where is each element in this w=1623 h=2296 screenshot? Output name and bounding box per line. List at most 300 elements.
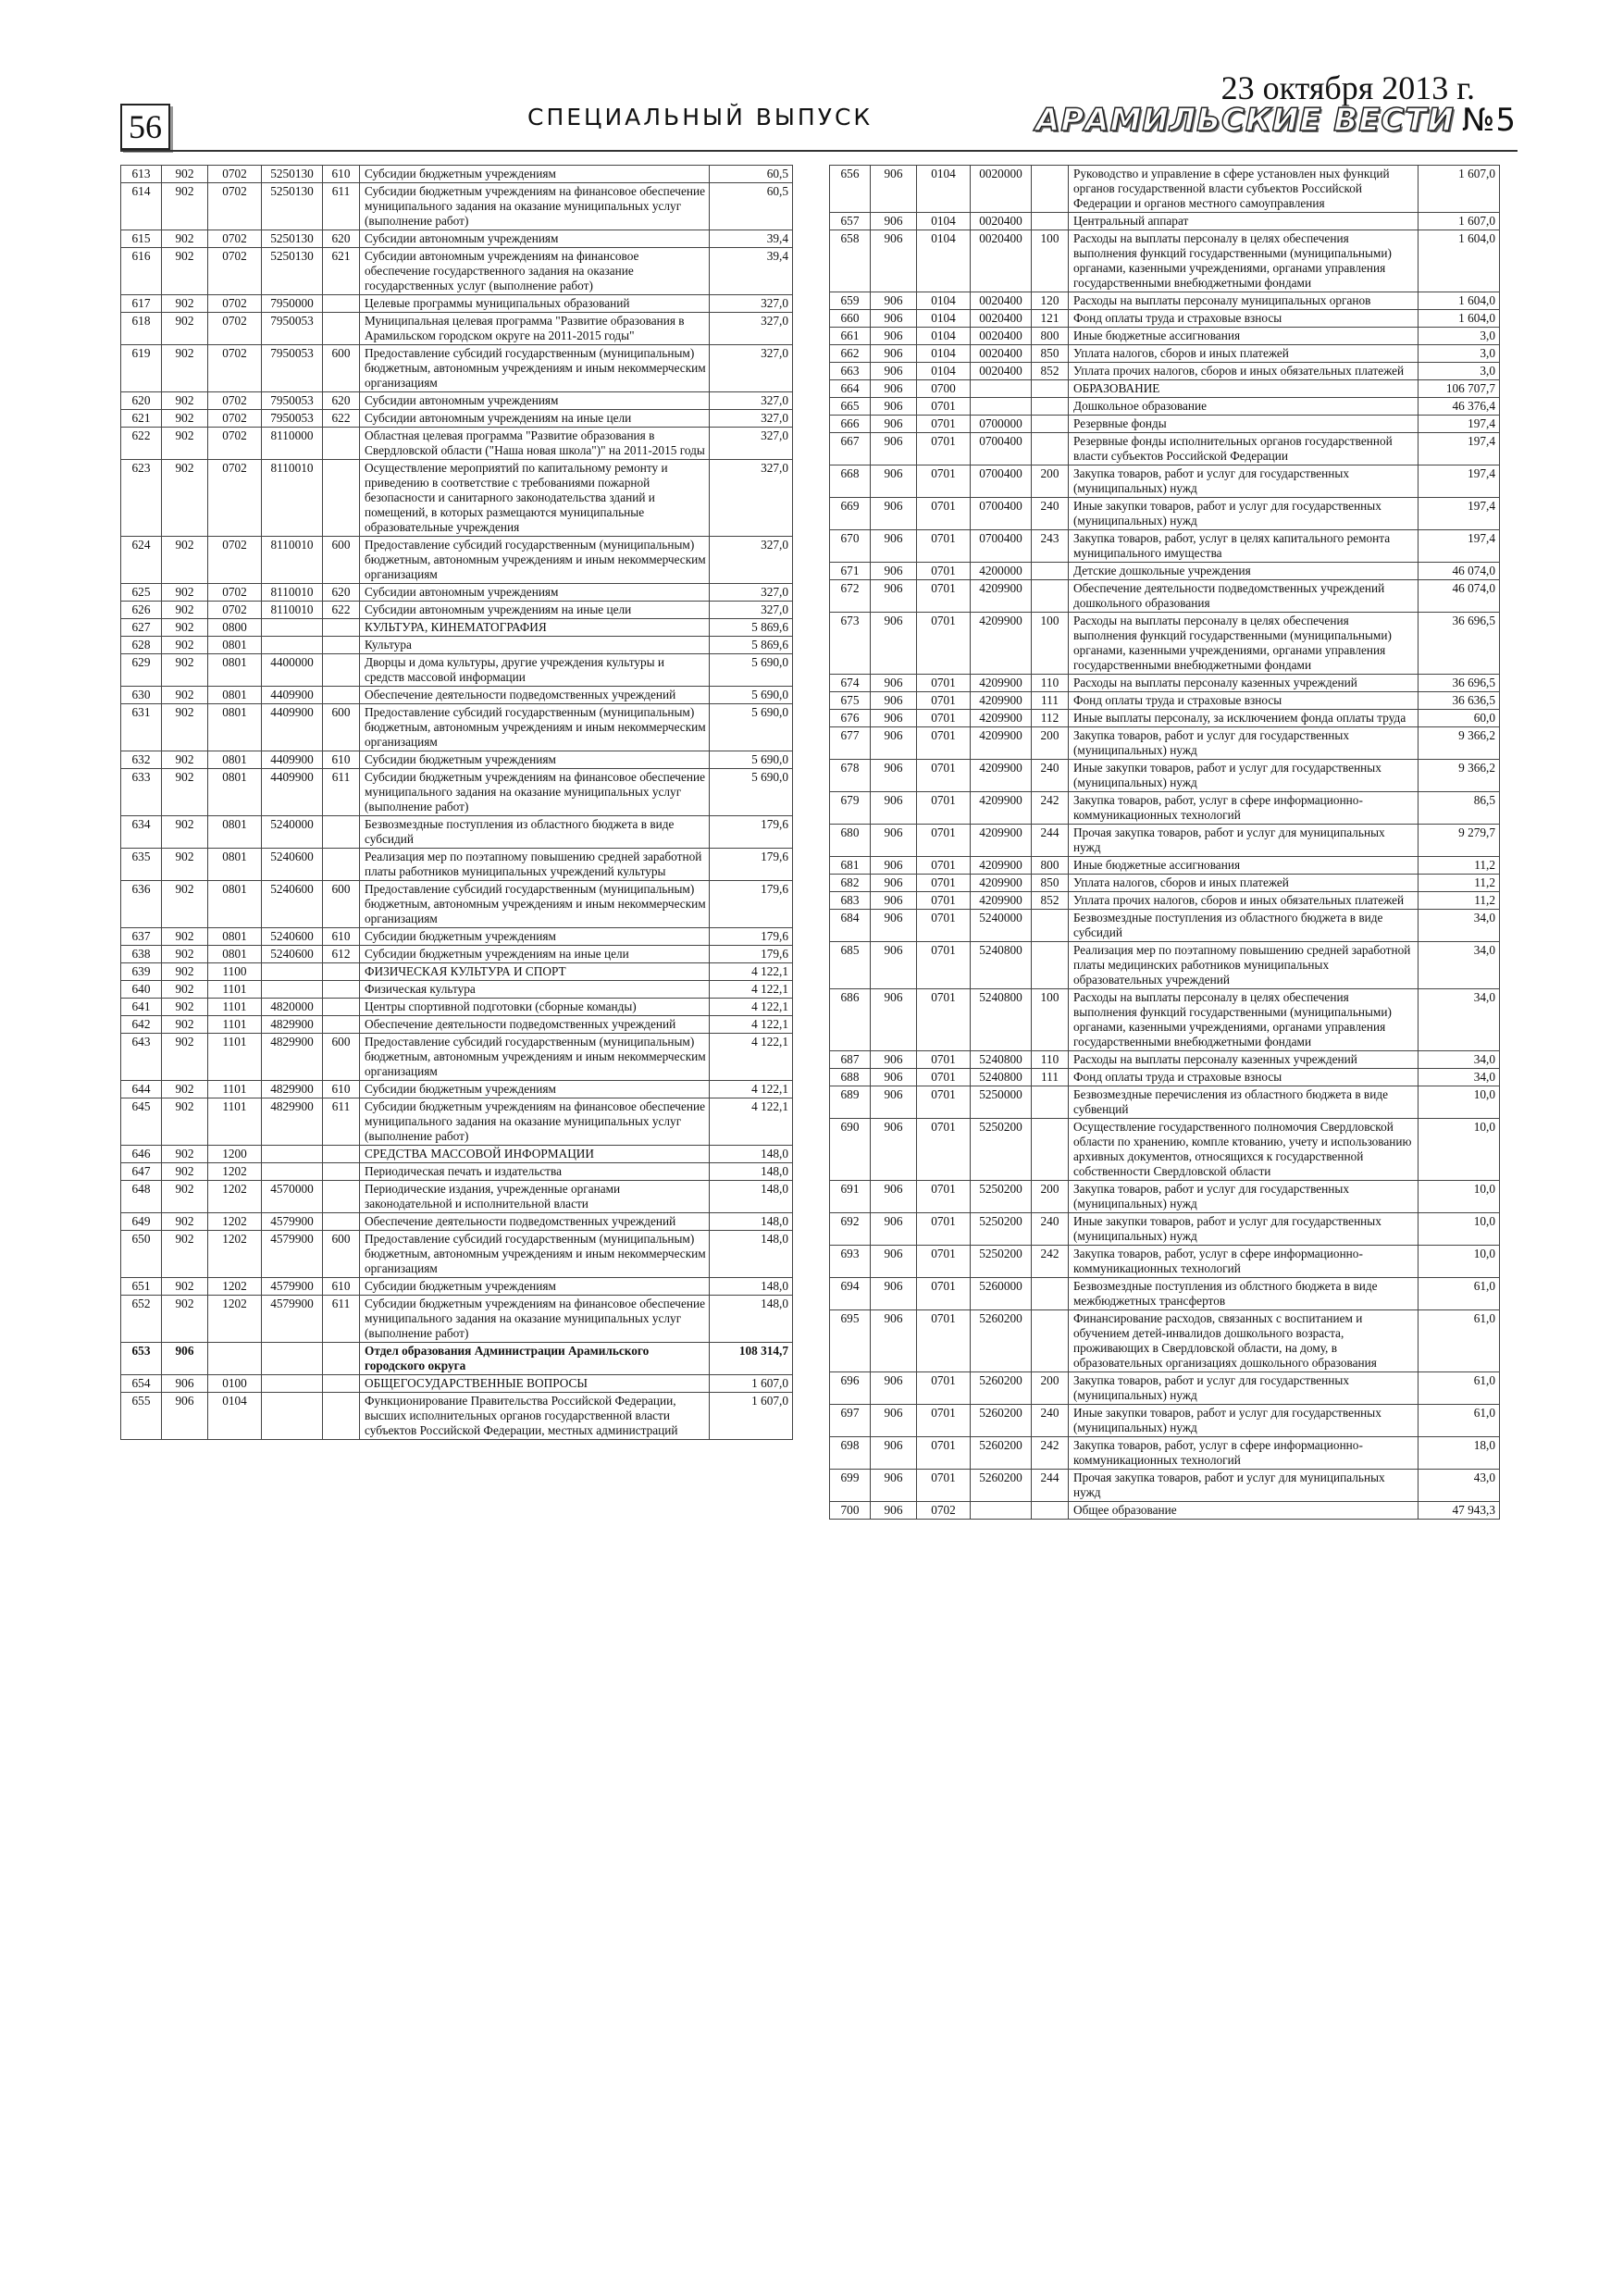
item-name: Обеспечение деятельности подведомственных учреждений (360, 1016, 710, 1034)
section-code: 0702 (208, 428, 262, 460)
amount: 46 074,0 (1419, 580, 1500, 613)
ministry-code: 902 (162, 816, 208, 849)
row-number: 699 (830, 1470, 871, 1502)
row-number: 672 (830, 580, 871, 613)
section-code: 0701 (917, 1051, 971, 1069)
expense-type-code: 240 (1032, 1405, 1069, 1437)
item-name: Закупка товаров, работ, услуг в сфере информационно-коммуникационных технологий (1069, 792, 1419, 825)
ministry-code: 902 (162, 345, 208, 392)
expense-type-code: 242 (1032, 1246, 1069, 1278)
table-row (121, 345, 793, 392)
row-number: 690 (830, 1119, 871, 1181)
ministry-code: 902 (162, 928, 208, 946)
newspaper-logo (1035, 102, 1517, 139)
section-code: 0701 (917, 433, 971, 465)
ministry-code: 906 (871, 989, 917, 1051)
table-row (121, 1181, 793, 1213)
expense-type-code: 611 (323, 1296, 360, 1343)
expense-type-code: 243 (1032, 530, 1069, 563)
ministry-code: 902 (162, 1296, 208, 1343)
section-code: 0801 (208, 769, 262, 816)
section-code: 0702 (208, 602, 262, 619)
item-name: Субсидии автономным учреждениям на финансовое обеспечение государственного задания на оказание государственных услуг (выполнение работ) (360, 248, 710, 295)
row-number: 640 (121, 981, 162, 999)
table-row (121, 1296, 793, 1343)
item-name: Реализация мер по поэтапному повышению средней заработной платы работников муниципальных учреждений культуры (360, 849, 710, 881)
table-row (830, 825, 1500, 857)
item-name: Иные закупки товаров, работ и услуг для государственных (муниципальных) нужд (1069, 1213, 1419, 1246)
ministry-code: 906 (871, 1181, 917, 1213)
item-name: Резервные фонды (1069, 416, 1419, 433)
ministry-code: 902 (162, 963, 208, 981)
expense-type-code: 622 (323, 410, 360, 428)
row-number: 639 (121, 963, 162, 981)
expense-type-code (323, 963, 360, 981)
item-name: Субсидии бюджетным учреждениям на иные цели (360, 946, 710, 963)
section-code: 1101 (208, 1081, 262, 1098)
expense-type-code: 600 (323, 1231, 360, 1278)
expense-type-code (1032, 910, 1069, 942)
target-article-code (262, 1375, 323, 1393)
item-name: Предоставление субсидий государственным (муниципальным) бюджетным, автономным учреждениям и иным некоммерческим организациям (360, 704, 710, 751)
expense-type-code (1032, 1310, 1069, 1372)
expense-type-code: 200 (1032, 1372, 1069, 1405)
ministry-code: 902 (162, 687, 208, 704)
section-code: 0701 (917, 910, 971, 942)
table-row (121, 1343, 793, 1375)
item-name: Расходы на выплаты персоналу в целях обеспечения выполнения функций государственными (муниципальными) органами, казенными учреждениями, органами управления государственными внебюджетными фондами (1069, 989, 1419, 1051)
amount: 148,0 (710, 1213, 793, 1231)
expense-type-code (323, 1146, 360, 1163)
row-number: 627 (121, 619, 162, 637)
item-name: Субсидии бюджетным учреждениям на финансовое обеспечение муниципального задания на оказание муниципальных услуг (выполнение работ) (360, 1296, 710, 1343)
item-name: Безвозмездные поступления из областного бюджета в виде субсидий (1069, 910, 1419, 942)
expense-type-code: 620 (323, 230, 360, 248)
item-name: Уплата прочих налогов, сборов и иных обязательных платежей (1069, 363, 1419, 380)
row-number: 689 (830, 1086, 871, 1119)
expense-type-code: 611 (323, 183, 360, 230)
target-article-code (971, 380, 1032, 398)
amount: 36 696,5 (1419, 675, 1500, 692)
amount: 60,5 (710, 166, 793, 183)
section-code (208, 1343, 262, 1375)
target-article-code: 5250130 (262, 230, 323, 248)
item-name: Иные бюджетные ассигнования (1069, 857, 1419, 875)
row-number: 683 (830, 892, 871, 910)
row-number: 646 (121, 1146, 162, 1163)
row-number: 649 (121, 1213, 162, 1231)
expense-type-code: 240 (1032, 760, 1069, 792)
section-code: 0701 (917, 1119, 971, 1181)
item-name: Закупка товаров, работ, услуг в сфере информационно-коммуникационных технологий (1069, 1246, 1419, 1278)
table-row (830, 398, 1500, 416)
ministry-code: 906 (871, 942, 917, 989)
table-row (121, 602, 793, 619)
row-number: 652 (121, 1296, 162, 1343)
amount: 47 943,3 (1419, 1502, 1500, 1520)
section-code: 0801 (208, 687, 262, 704)
item-name: Прочая закупка товаров, работ и услуг для муниципальных нужд (1069, 825, 1419, 857)
target-article-code: 4209900 (971, 892, 1032, 910)
expense-type-code (323, 295, 360, 313)
table-row (121, 248, 793, 295)
row-number: 676 (830, 710, 871, 727)
amount: 1 604,0 (1419, 292, 1500, 310)
expense-type-code: 111 (1032, 1069, 1069, 1086)
section-code: 0701 (917, 1069, 971, 1086)
target-article-code: 4200000 (971, 563, 1032, 580)
table-row (830, 1470, 1500, 1502)
section-code: 0702 (917, 1502, 971, 1520)
item-name: Субсидии бюджетным учреждениям на финансовое обеспечение муниципального задания на оказание муниципальных услуг (выполнение работ) (360, 183, 710, 230)
table-row (121, 1213, 793, 1231)
ministry-code: 906 (871, 857, 917, 875)
ministry-code: 902 (162, 602, 208, 619)
ministry-code: 906 (871, 1470, 917, 1502)
amount: 34,0 (1419, 910, 1500, 942)
ministry-code: 906 (871, 1086, 917, 1119)
expense-type-code (323, 849, 360, 881)
section-code: 0104 (917, 166, 971, 213)
amount: 5 690,0 (710, 751, 793, 769)
amount: 4 122,1 (710, 1016, 793, 1034)
amount: 148,0 (710, 1278, 793, 1296)
target-article-code: 8110010 (262, 602, 323, 619)
target-article-code: 0020400 (971, 328, 1032, 345)
row-number: 638 (121, 946, 162, 963)
table-row (830, 1246, 1500, 1278)
newspaper-name: АРАМИЛЬСКИЕ ВЕСТИ (1035, 102, 1455, 139)
item-name: Прочая закупка товаров, работ и услуг для муниципальных нужд (1069, 1470, 1419, 1502)
amount: 86,5 (1419, 792, 1500, 825)
row-number: 620 (121, 392, 162, 410)
expense-type-code (1032, 942, 1069, 989)
target-article-code: 4209900 (971, 792, 1032, 825)
expense-type-code (1032, 398, 1069, 416)
ministry-code: 902 (162, 1278, 208, 1296)
item-name: Обеспечение деятельности подведомственных учреждений дошкольного образования (1069, 580, 1419, 613)
row-number: 688 (830, 1069, 871, 1086)
amount: 3,0 (1419, 328, 1500, 345)
expense-type-code: 611 (323, 769, 360, 816)
table-row (830, 727, 1500, 760)
amount: 4 122,1 (710, 1098, 793, 1146)
item-name: Предоставление субсидий государственным (муниципальным) бюджетным, автономным учреждениям и иным некоммерческим организациям (360, 1231, 710, 1278)
target-article-code: 5240800 (971, 1069, 1032, 1086)
expense-type-code (323, 1163, 360, 1181)
section-code: 0104 (917, 328, 971, 345)
ministry-code: 906 (162, 1343, 208, 1375)
ministry-code: 902 (162, 1163, 208, 1181)
expense-type-code (1032, 1278, 1069, 1310)
row-number: 626 (121, 602, 162, 619)
row-number: 682 (830, 875, 871, 892)
ministry-code: 906 (871, 875, 917, 892)
section-code: 0701 (917, 1246, 971, 1278)
table-row (121, 295, 793, 313)
amount: 43,0 (1419, 1470, 1500, 1502)
expense-type-code (323, 1375, 360, 1393)
section-code: 0701 (917, 530, 971, 563)
item-name: Целевые программы муниципальных образований (360, 295, 710, 313)
amount: 4 122,1 (710, 999, 793, 1016)
table-row (830, 692, 1500, 710)
target-article-code: 4820000 (262, 999, 323, 1016)
table-row (121, 460, 793, 537)
ministry-code: 906 (871, 1372, 917, 1405)
section-code: 1202 (208, 1213, 262, 1231)
table-row (121, 654, 793, 687)
target-article-code: 4209900 (971, 760, 1032, 792)
section-code: 0701 (917, 465, 971, 498)
ministry-code: 902 (162, 410, 208, 428)
expense-type-code (1032, 380, 1069, 398)
amount: 327,0 (710, 584, 793, 602)
expense-type-code: 611 (323, 1098, 360, 1146)
expense-type-code: 610 (323, 928, 360, 946)
section-code: 1101 (208, 1098, 262, 1146)
ministry-code: 906 (162, 1393, 208, 1440)
table-row (830, 213, 1500, 230)
section-code: 0701 (917, 727, 971, 760)
target-article-code: 4579900 (262, 1231, 323, 1278)
row-number: 678 (830, 760, 871, 792)
row-number: 696 (830, 1372, 871, 1405)
amount: 327,0 (710, 392, 793, 410)
table-row (121, 981, 793, 999)
item-name: ФИЗИЧЕСКАЯ КУЛЬТУРА И СПОРТ (360, 963, 710, 981)
target-article-code (262, 981, 323, 999)
target-article-code: 5250130 (262, 166, 323, 183)
expense-type-code: 622 (323, 602, 360, 619)
section-code: 0701 (917, 1278, 971, 1310)
item-name: Закупка товаров, работ и услуг для государственных (муниципальных) нужд (1069, 1372, 1419, 1405)
amount: 9 366,2 (1419, 760, 1500, 792)
section-code: 0104 (917, 230, 971, 292)
row-number: 687 (830, 1051, 871, 1069)
target-article-code: 0700400 (971, 433, 1032, 465)
issue-date: 23 октября 2013 г. (1220, 69, 1475, 106)
ministry-code: 906 (871, 433, 917, 465)
amount: 36 696,5 (1419, 613, 1500, 675)
table-row (830, 563, 1500, 580)
ministry-code: 906 (162, 1375, 208, 1393)
expense-type-code (323, 619, 360, 637)
expense-type-code (323, 999, 360, 1016)
row-number: 679 (830, 792, 871, 825)
amount: 60,0 (1419, 710, 1500, 727)
expense-type-code: 852 (1032, 892, 1069, 910)
item-name: Безвозмездные поступления из облстного бюджета в виде межбюджетных трансфертов (1069, 1278, 1419, 1310)
amount: 10,0 (1419, 1213, 1500, 1246)
row-number: 677 (830, 727, 871, 760)
row-number: 659 (830, 292, 871, 310)
section-code: 0104 (208, 1393, 262, 1440)
section-code: 0701 (917, 792, 971, 825)
table-row (830, 942, 1500, 989)
amount: 106 707,7 (1419, 380, 1500, 398)
table-row (830, 1086, 1500, 1119)
target-article-code (262, 619, 323, 637)
expense-type-code: 120 (1032, 292, 1069, 310)
amount: 10,0 (1419, 1086, 1500, 1119)
section-code: 1202 (208, 1231, 262, 1278)
table-row (121, 428, 793, 460)
item-name: Осуществление мероприятий по капитальному ремонту и приведению в соответствие с требованиями пожарной безопасности и санитарного законодательства зданий и помещений, в которых размещаются муниципальные образовательные учреждения (360, 460, 710, 537)
expense-type-code: 110 (1032, 675, 1069, 692)
section-code: 0701 (917, 1470, 971, 1502)
target-article-code: 7950053 (262, 392, 323, 410)
ministry-code: 906 (871, 345, 917, 363)
row-number: 663 (830, 363, 871, 380)
amount: 10,0 (1419, 1246, 1500, 1278)
section-code: 0701 (917, 1437, 971, 1470)
table-row (121, 963, 793, 981)
target-article-code: 8110010 (262, 537, 323, 584)
item-name: КУЛЬТУРА, КИНЕМАТОГРАФИЯ (360, 619, 710, 637)
item-name: Уплата налогов, сборов и иных платежей (1069, 345, 1419, 363)
row-number: 698 (830, 1437, 871, 1470)
target-article-code: 5240800 (971, 989, 1032, 1051)
ministry-code: 906 (871, 465, 917, 498)
table-row (121, 687, 793, 704)
table-row (830, 1405, 1500, 1437)
target-article-code: 0700400 (971, 498, 1032, 530)
row-number: 685 (830, 942, 871, 989)
row-number: 618 (121, 313, 162, 345)
row-number: 658 (830, 230, 871, 292)
ministry-code: 902 (162, 248, 208, 295)
row-number: 680 (830, 825, 871, 857)
table-row (121, 704, 793, 751)
ministry-code: 902 (162, 428, 208, 460)
table-row (121, 1393, 793, 1440)
row-number: 674 (830, 675, 871, 692)
table-row (121, 1278, 793, 1296)
section-code: 1202 (208, 1163, 262, 1181)
ministry-code: 902 (162, 392, 208, 410)
target-article-code: 4829900 (262, 1081, 323, 1098)
target-article-code: 4209900 (971, 727, 1032, 760)
row-number: 645 (121, 1098, 162, 1146)
section-code: 0104 (917, 310, 971, 328)
amount: 327,0 (710, 345, 793, 392)
section-code: 0701 (917, 760, 971, 792)
amount: 1 607,0 (1419, 166, 1500, 213)
row-number: 648 (121, 1181, 162, 1213)
ministry-code: 906 (871, 498, 917, 530)
item-name: СРЕДСТВА МАССОВОЙ ИНФОРМАЦИИ (360, 1146, 710, 1163)
item-name: Фонд оплаты труда и страховые взносы (1069, 1069, 1419, 1086)
target-article-code: 4579900 (262, 1213, 323, 1231)
ministry-code: 902 (162, 751, 208, 769)
ministry-code: 902 (162, 881, 208, 928)
budget-table-right (829, 165, 1500, 1520)
row-number: 623 (121, 460, 162, 537)
amount: 5 690,0 (710, 704, 793, 751)
target-article-code: 7950000 (262, 295, 323, 313)
target-article-code: 0020400 (971, 213, 1032, 230)
amount: 11,2 (1419, 875, 1500, 892)
target-article-code: 8110010 (262, 584, 323, 602)
amount: 9 366,2 (1419, 727, 1500, 760)
target-article-code (262, 1393, 323, 1440)
section-code: 0700 (917, 380, 971, 398)
table-row (121, 1231, 793, 1278)
expense-type-code (323, 1016, 360, 1034)
row-number: 622 (121, 428, 162, 460)
item-name: Расходы на выплаты персоналу казенных учреждений (1069, 675, 1419, 692)
expense-type-code (1032, 213, 1069, 230)
target-article-code: 0020400 (971, 363, 1032, 380)
target-article-code: 4209900 (971, 613, 1032, 675)
ministry-code: 906 (871, 398, 917, 416)
table-row (830, 675, 1500, 692)
table-row (830, 345, 1500, 363)
ministry-code: 902 (162, 1213, 208, 1231)
target-article-code (971, 398, 1032, 416)
ministry-code: 906 (871, 310, 917, 328)
table-row (121, 849, 793, 881)
item-name: Субсидии автономным учреждениям на иные цели (360, 602, 710, 619)
row-number: 647 (121, 1163, 162, 1181)
row-number: 635 (121, 849, 162, 881)
target-article-code: 5260200 (971, 1470, 1032, 1502)
table-row (830, 363, 1500, 380)
table-row (121, 619, 793, 637)
amount: 179,6 (710, 849, 793, 881)
table-row (830, 380, 1500, 398)
target-article-code: 5240000 (971, 910, 1032, 942)
section-code: 1101 (208, 981, 262, 999)
ministry-code: 906 (871, 692, 917, 710)
amount: 5 690,0 (710, 687, 793, 704)
amount: 34,0 (1419, 1069, 1500, 1086)
amount: 4 122,1 (710, 981, 793, 999)
ministry-code: 902 (162, 981, 208, 999)
row-number: 636 (121, 881, 162, 928)
item-name: Периодическая печать и издательства (360, 1163, 710, 1181)
amount: 179,6 (710, 946, 793, 963)
expense-type-code: 610 (323, 1081, 360, 1098)
ministry-code: 906 (871, 166, 917, 213)
ministry-code: 902 (162, 704, 208, 751)
section-code: 1100 (208, 963, 262, 981)
amount: 179,6 (710, 816, 793, 849)
ministry-code: 902 (162, 946, 208, 963)
section-code: 0701 (917, 892, 971, 910)
ministry-code: 902 (162, 1081, 208, 1098)
item-name: Безвозмездные поступления из областного бюджета в виде субсидий (360, 816, 710, 849)
amount: 34,0 (1419, 1051, 1500, 1069)
item-name: Детские дошкольные учреждения (1069, 563, 1419, 580)
expense-type-code: 121 (1032, 310, 1069, 328)
ministry-code: 902 (162, 849, 208, 881)
amount: 1 607,0 (710, 1375, 793, 1393)
expense-type-code (1032, 166, 1069, 213)
target-article-code (262, 1343, 323, 1375)
item-name: Предоставление субсидий государственным (муниципальным) бюджетным, автономным учреждениям и иным некоммерческим организациям (360, 345, 710, 392)
table-row (830, 498, 1500, 530)
section-code: 0701 (917, 1181, 971, 1213)
section-code: 0701 (917, 692, 971, 710)
row-number: 617 (121, 295, 162, 313)
target-article-code: 4209900 (971, 580, 1032, 613)
item-name: Субсидии автономным учреждениям (360, 230, 710, 248)
expense-type-code: 600 (323, 704, 360, 751)
item-name: Руководство и управление в сфере установлен ных функций органов государственной власти субъектов Российской Федерации и органов местного самоуправления (1069, 166, 1419, 213)
target-article-code: 5240800 (971, 1051, 1032, 1069)
